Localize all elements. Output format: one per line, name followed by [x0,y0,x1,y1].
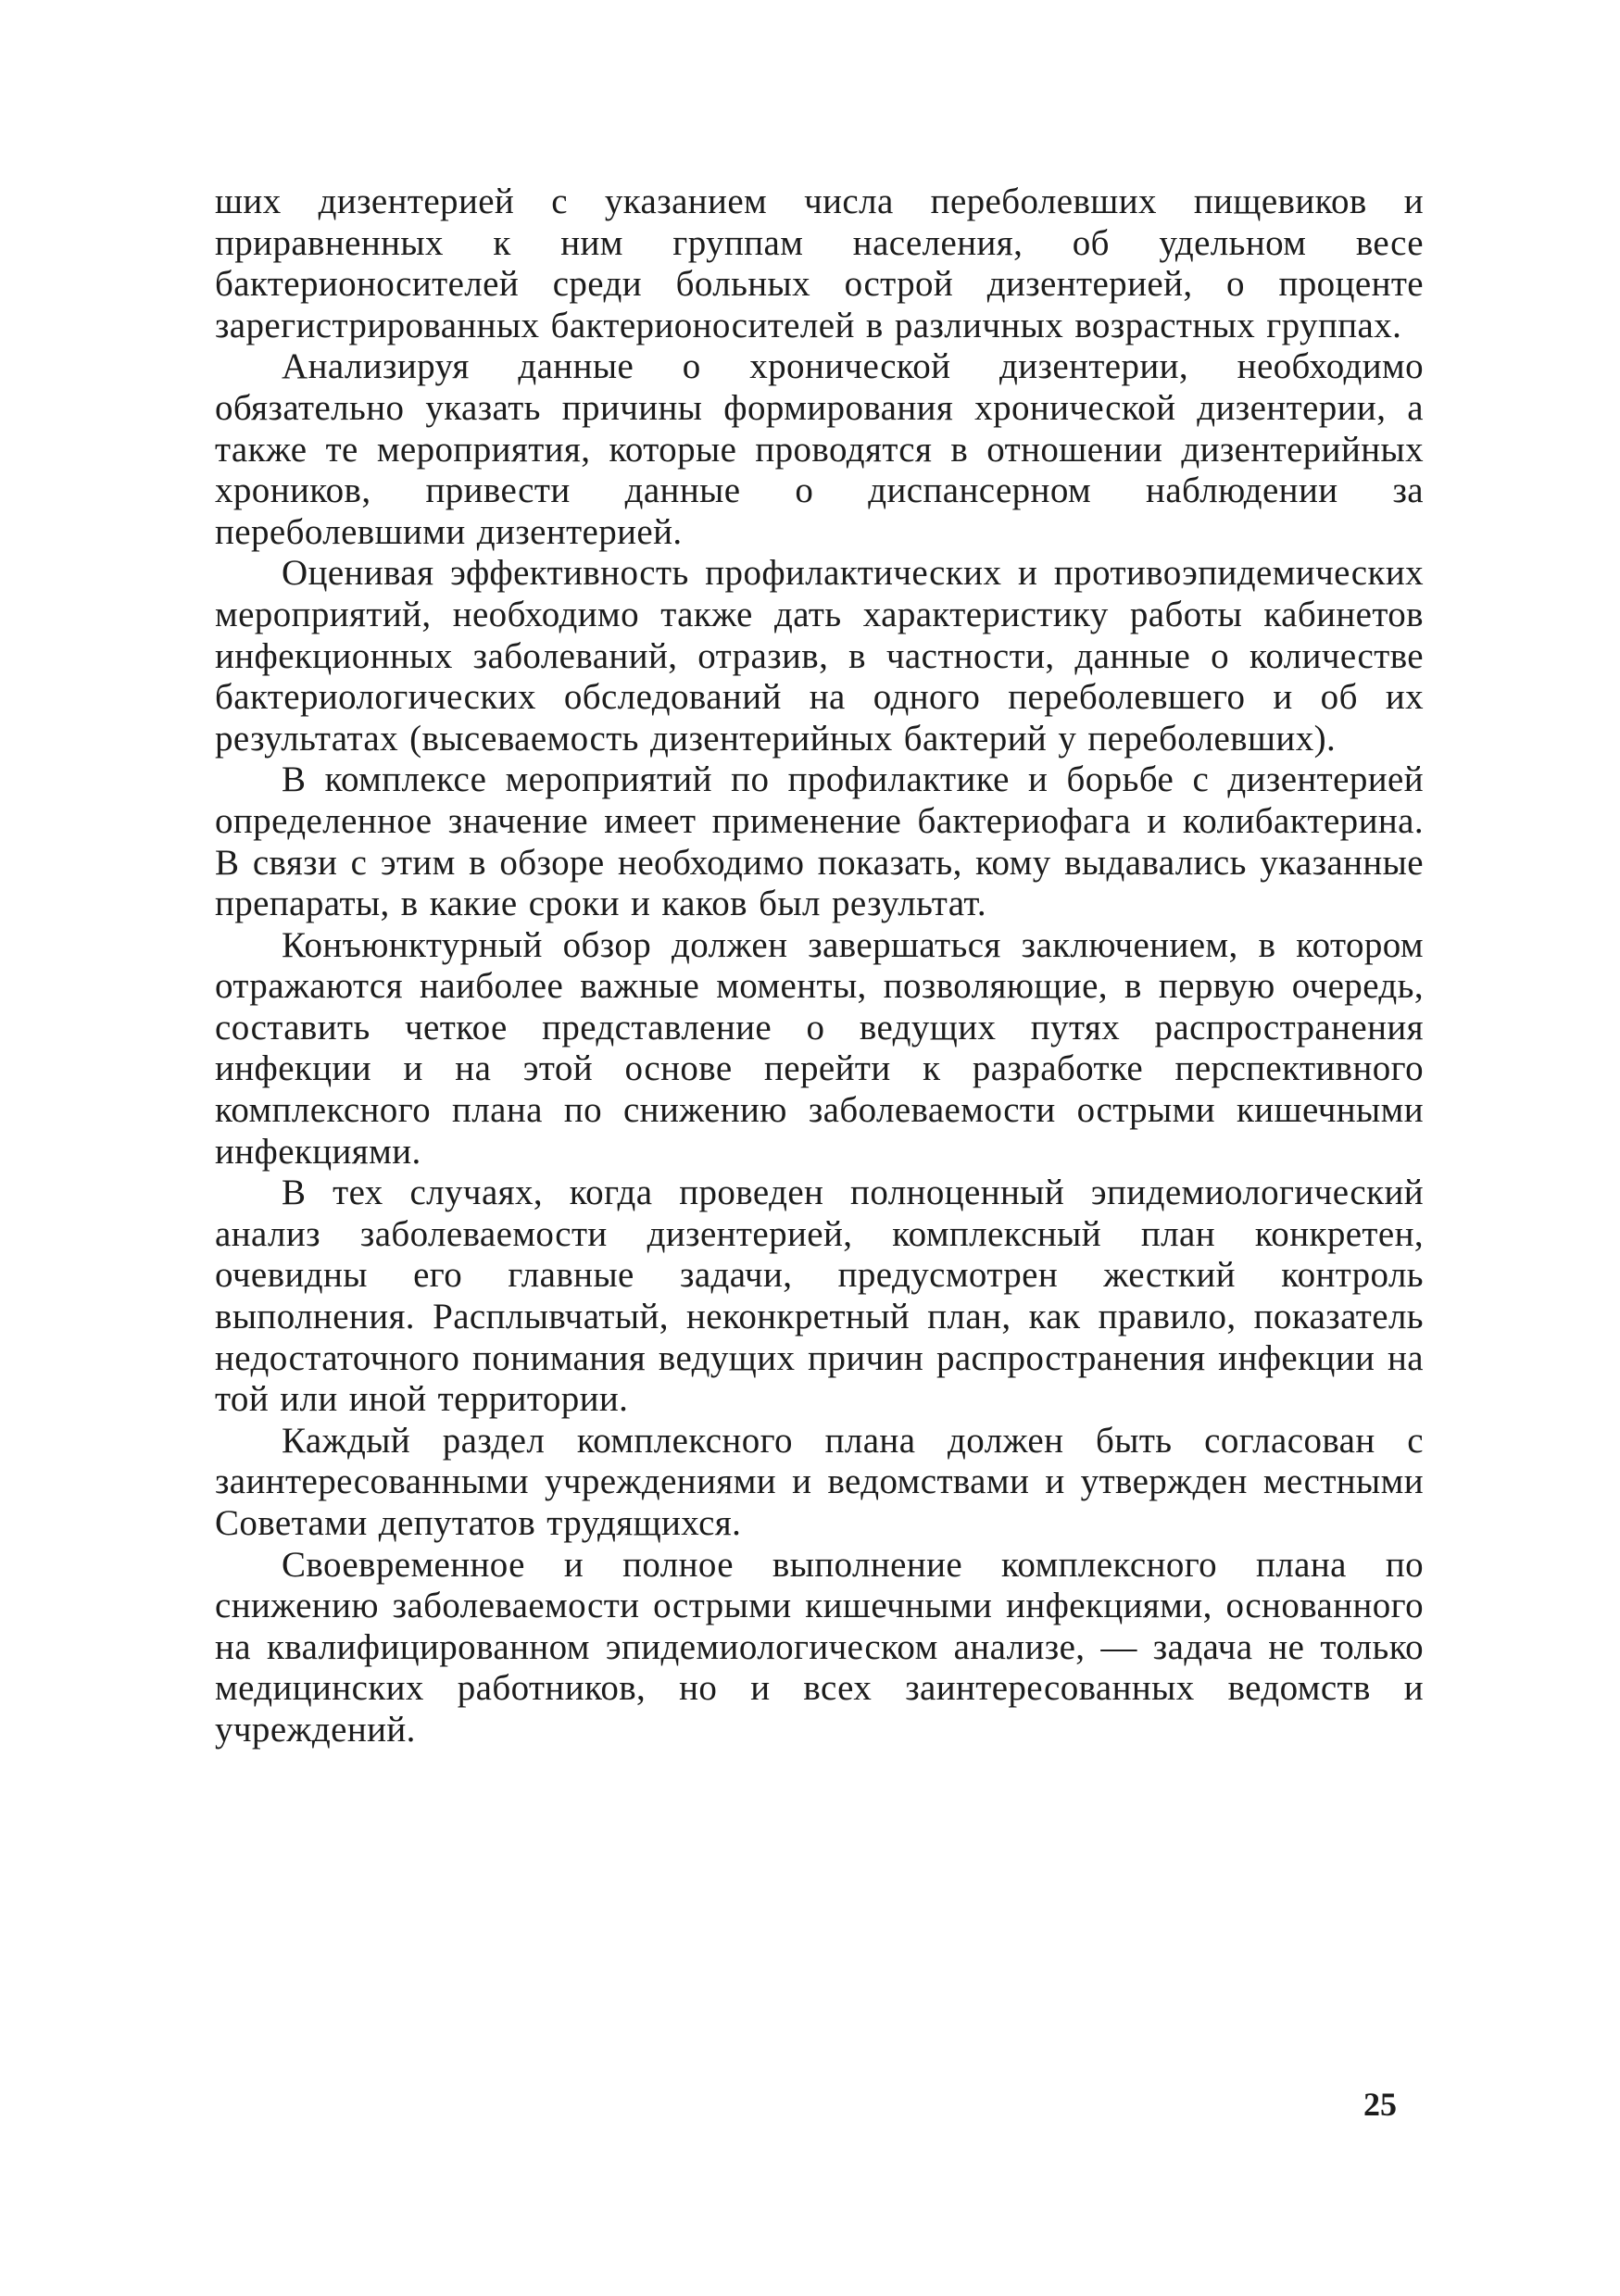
paragraph-4: В комплексе мероприятий по профилактике и борьбе с дизентерией определенное значение имеет применение бактериофага и колибактерина. В связи с этим в обзоре необходимо показать, кому выдавались указанные препараты, в какие сроки и каков был результат. [215,759,1424,924]
page-number: 25 [1363,2086,1397,2123]
paragraph-7: Каждый раздел комплексного плана должен быть согласован с заинтересованными учреждениями и ведомствами и утвержден местными Советами депутатов трудящихся. [215,1420,1424,1543]
paragraph-6: В тех случаях, когда проведен полноценный эпидемиологический анализ заболеваемости дизентерией, комплексный план конкретен, очевидны его главные задачи, предусмотрен жесткий контроль выполнения. Расплывчатый, неконкретный план, как правило, показатель недостаточного понимания ведущих причин распространения инфекции на той или иной территории. [215,1173,1424,1420]
paragraph-8: Своевременное и полное выполнение комплексного плана по снижению заболеваемости острыми кишечными инфекциями, основанного на квалифицированном эпидемиологическом анализе, — задача не только медицинских работников, но и всех заинтересованных ведомств и учреждений. [215,1544,1424,1750]
paragraph-3: Оценивая эффективность профилактических и противоэпидемических мероприятий, необходимо также дать характеристику работы кабинетов инфекционных заболеваний, отразив, в частности, данные о количестве бактериологических обследований на одного переболевшего и об их результатах (высеваемость дизентерийных бактерий у переболевших). [215,553,1424,759]
body-text [215,182,1424,1751]
paragraph-2: Анализируя данные о хронической дизентерии, необходимо обязательно указать причины формирования хронической дизентерии, а также те мероприятия, которые проводятся в отношении дизентерийных хроников, привести данные о диспансерном наблюдении за переболевшими дизентерией. [215,346,1424,552]
paragraph-1: ших дизентерией с указанием числа переболевших пищевиков и приравненных к ним группам населения, об удельном весе бактерионосителей среди больных острой дизентерией, о проценте зарегистрированных бактерионосителей в различных возрастных группах. [215,182,1424,345]
paragraph-5: Конъюнктурный обзор должен завершаться заключением, в котором отражаются наиболее важные моменты, позволяющие, в первую очередь, составить четкое представление о ведущих путях распространения инфекции и на этой основе перейти к разработке перспективного комплексного плана по снижению заболеваемости острыми кишечными инфекциями. [215,924,1424,1172]
